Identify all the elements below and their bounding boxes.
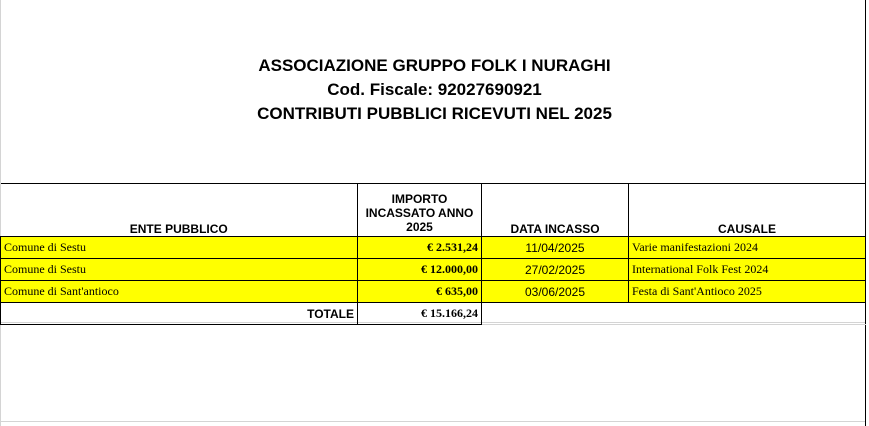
table-header-row bbox=[1, 184, 866, 237]
association-name: ASSOCIAZIONE GRUPPO FOLK I NURAGHI bbox=[258, 56, 611, 75]
cell-importo[interactable]: € 635,00 bbox=[358, 281, 482, 303]
total-label[interactable]: TOTALE bbox=[1, 303, 358, 325]
empty-cell[interactable] bbox=[629, 303, 866, 325]
cell-importo[interactable]: € 2.531,24 bbox=[358, 237, 482, 259]
contributions-table bbox=[0, 183, 866, 325]
cell-ente[interactable]: Comune di Sant'antioco bbox=[1, 281, 358, 303]
col-header-data: DATA INCASSO bbox=[482, 184, 629, 237]
cell-causale[interactable]: Varie manifestazioni 2024 bbox=[629, 237, 866, 259]
col-header-causale: CAUSALE bbox=[629, 184, 866, 237]
cell-causale[interactable]: International Folk Fest 2024 bbox=[629, 259, 866, 281]
cell-data[interactable]: 11/04/2025 bbox=[482, 237, 629, 259]
table-row bbox=[1, 237, 866, 259]
table-row bbox=[1, 281, 866, 303]
cell-ente[interactable]: Comune di Sestu bbox=[1, 259, 358, 281]
cell-causale[interactable]: Festa di Sant'Antioco 2025 bbox=[629, 281, 866, 303]
cell-ente[interactable]: Comune di Sestu bbox=[1, 237, 358, 259]
col-header-ente: ENTE PUBBLICO bbox=[1, 184, 358, 237]
gridline bbox=[0, 421, 865, 422]
cell-data[interactable]: 03/06/2025 bbox=[482, 281, 629, 303]
cell-importo[interactable]: € 12.000,00 bbox=[358, 259, 482, 281]
col-header-importo: IMPORTO INCASSATO ANNO 2025 bbox=[358, 184, 482, 237]
total-row bbox=[1, 303, 866, 325]
cell-data[interactable]: 27/02/2025 bbox=[482, 259, 629, 281]
empty-cell[interactable] bbox=[482, 303, 629, 325]
total-value[interactable]: € 15.166,24 bbox=[358, 303, 482, 325]
tax-code: Cod. Fiscale: 92027690921 bbox=[327, 80, 542, 99]
document-title: CONTRIBUTI PUBBLICI RICEVUTI NEL 2025 bbox=[257, 104, 612, 123]
table-row bbox=[1, 259, 866, 281]
